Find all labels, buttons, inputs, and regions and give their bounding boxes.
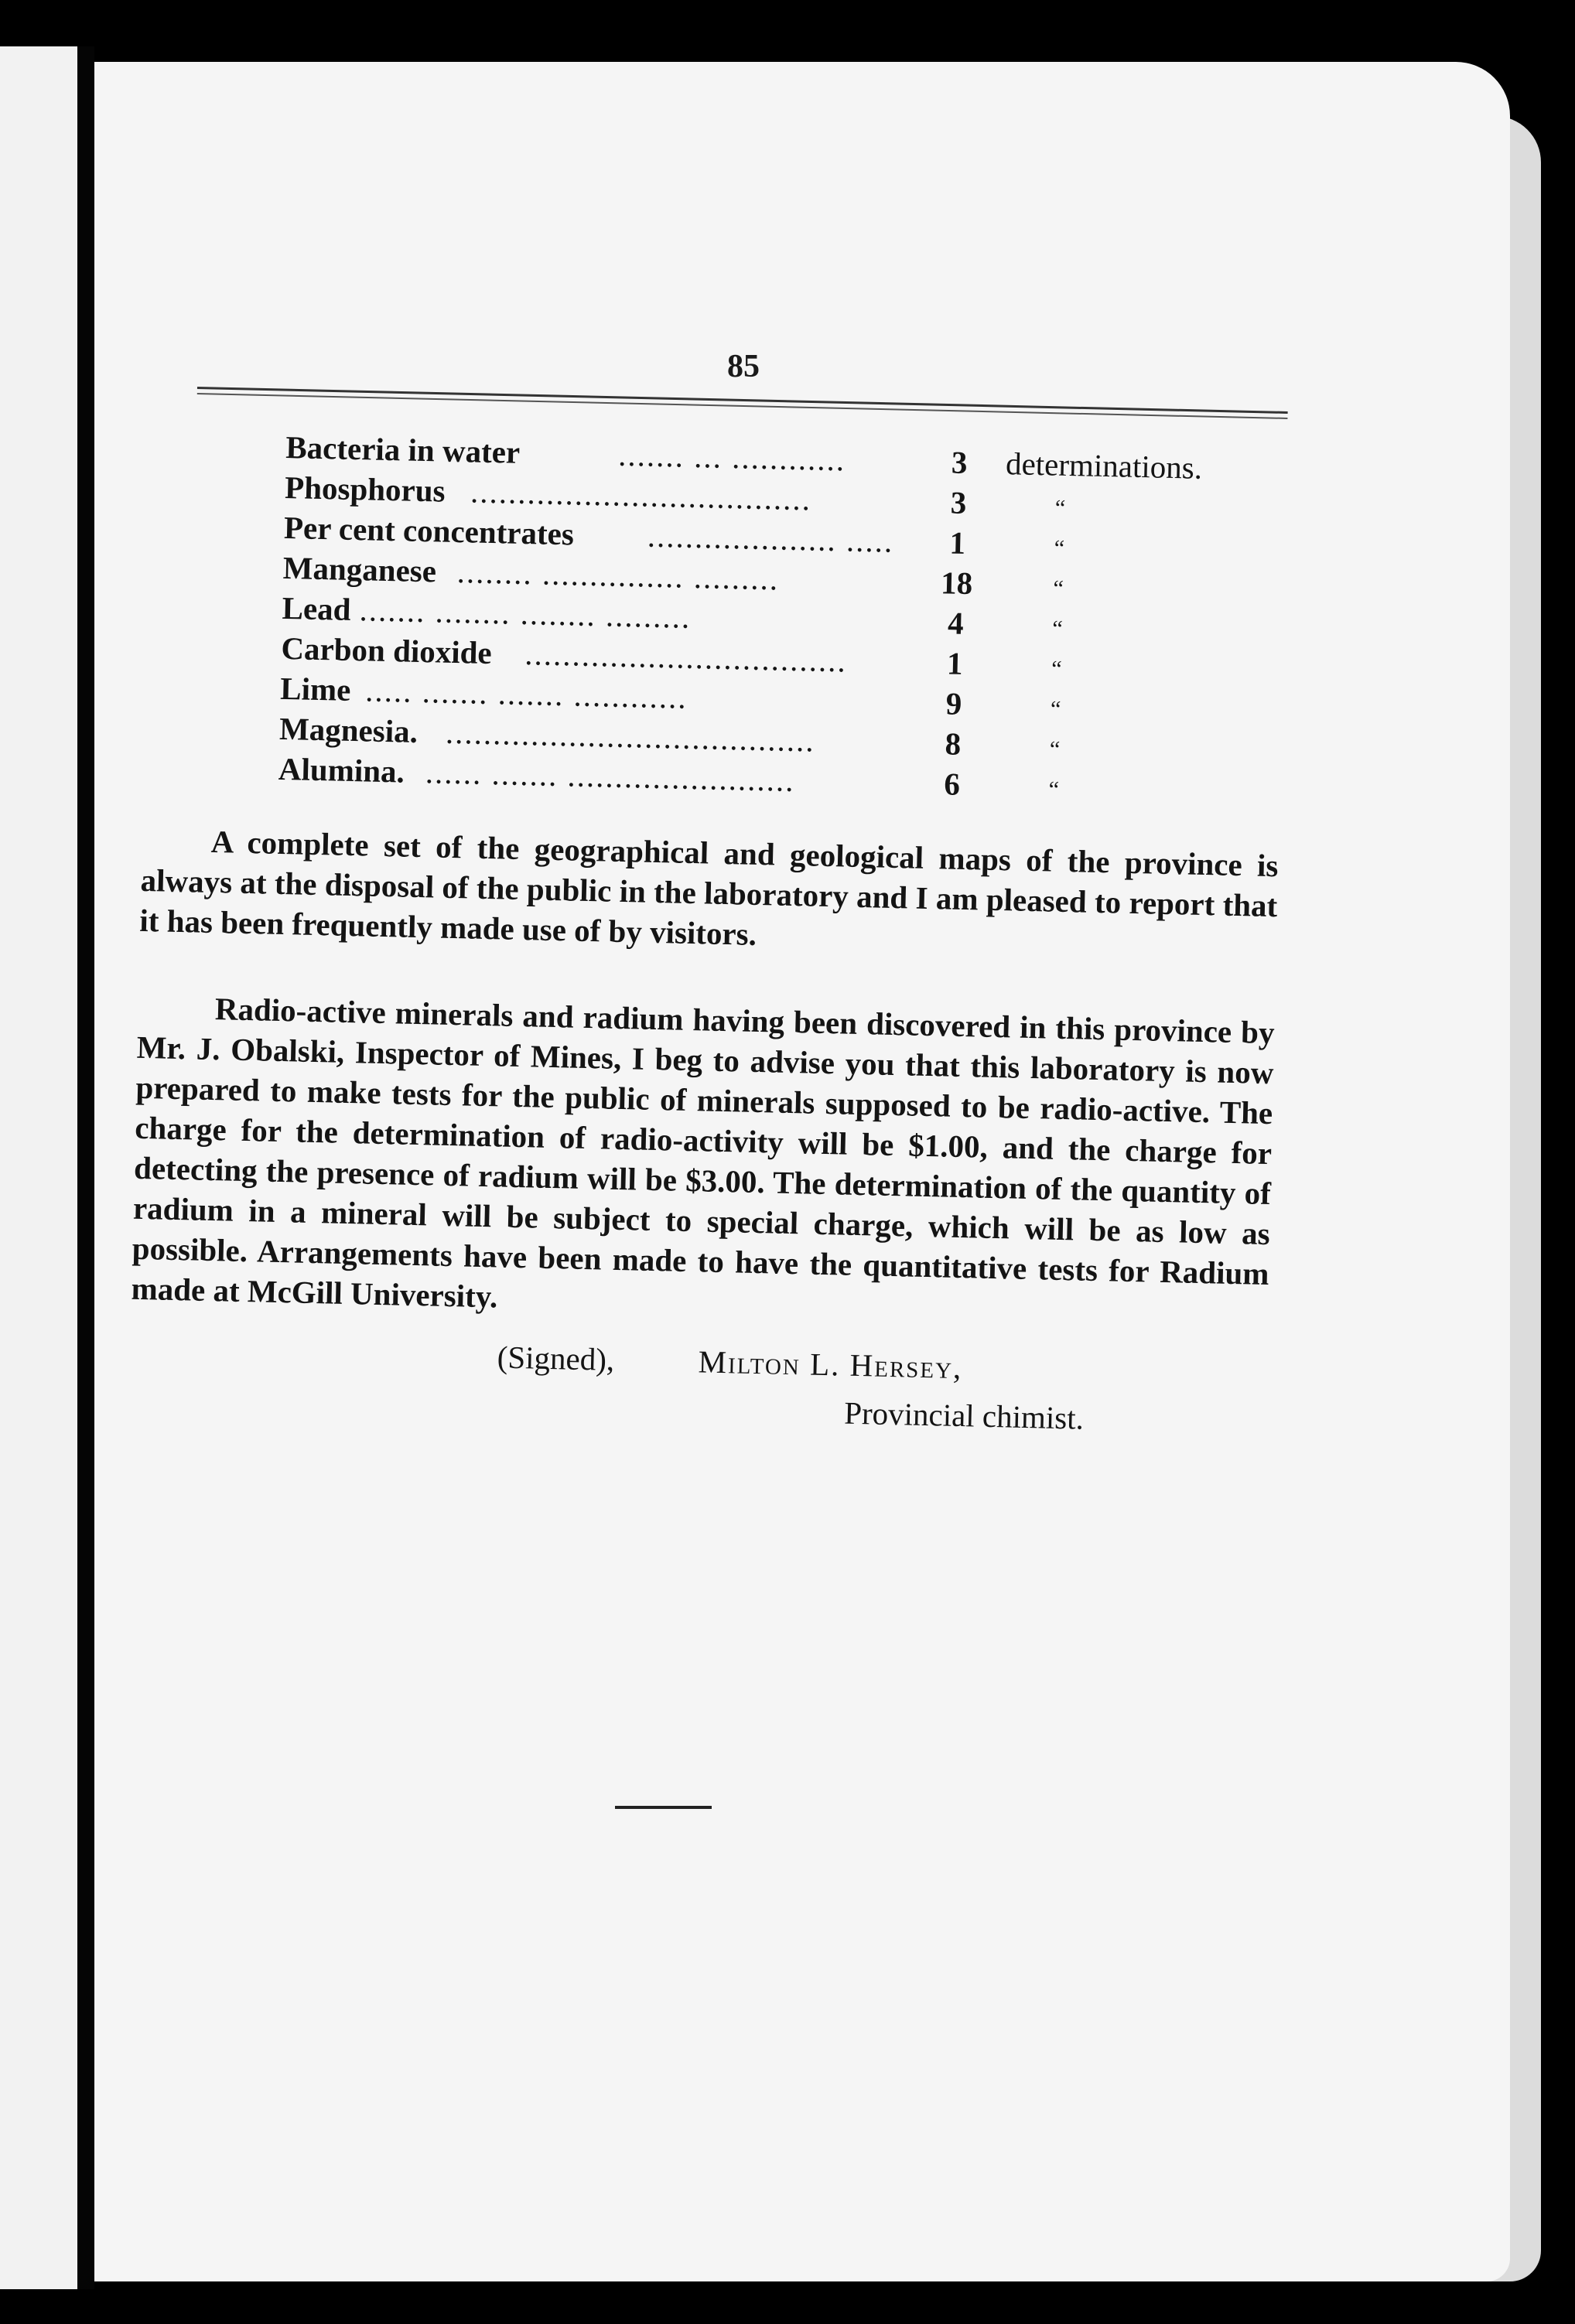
dot-leader: .................... .....: [647, 517, 894, 559]
ditto-mark: “: [1051, 616, 1064, 642]
row-count: 1: [946, 645, 964, 681]
signed-label: (Signed),: [497, 1339, 615, 1377]
row-label: Lead: [282, 589, 352, 627]
row-count: 6: [943, 766, 961, 802]
row-label: Alumina.: [278, 750, 405, 790]
row-label: Bacteria in water: [285, 428, 521, 470]
row-label: Phosphorus: [284, 469, 446, 509]
signatory-name: Milton L. Hersey,: [698, 1343, 963, 1386]
row-count: 3: [951, 444, 968, 480]
radium-paragraph: Radio-active minerals and radium having been discovered in this province by Mr. J. Obalski, Inspector of Mines, I beg to advise you that this laboratory is now prepared to make tests for the public of minerals supposed to be radio-active. The charge for the determination of radio-activity will be $1.00, and the charge for detecting the presence of radium will be $3.00. The determination of the quantity of radium in a mineral will be subject to special charge, which will be as low as possible. Arrangements have been made to have the quantitative tests for Radium made at McGill University.: [131, 991, 1276, 1315]
ditto-mark: “: [1054, 495, 1066, 521]
dot-leader: ........ ............... .........: [456, 554, 780, 597]
book-gutter: [77, 46, 94, 2289]
ditto-mark: “: [1053, 575, 1064, 602]
maps-paragraph: A complete set of the geographical and geological maps of the province is always at the disposal of the public in the laboratory and I am pleased to report that it has been frequently made use of by visitors.: [138, 823, 1279, 952]
row-count: 4: [947, 605, 965, 641]
page-number: 85: [727, 349, 760, 384]
ditto-mark: “: [1051, 656, 1062, 682]
row-label: Lime: [279, 670, 351, 708]
row-label: Per cent concentrates: [283, 509, 575, 552]
row-unit: determinations.: [1005, 445, 1203, 486]
row-count: 1: [949, 524, 966, 561]
page-content: [128, 425, 1287, 1464]
ditto-mark: “: [1049, 736, 1061, 763]
dot-leader: ...... ....... ........................: [425, 754, 796, 799]
row-count: 9: [945, 685, 962, 722]
row-count: 3: [950, 484, 967, 520]
dot-leader: ..................................: [524, 636, 848, 679]
signatory-title: Provincial chimist.: [843, 1394, 1085, 1436]
dot-leader: ....... ........ ........ .........: [359, 592, 692, 635]
row-label: Carbon dioxide: [280, 630, 493, 671]
dot-leader: .......................................: [445, 714, 816, 759]
row-label: Manganese: [282, 549, 437, 589]
dot-leader: ....... ... ............: [617, 436, 846, 478]
row-label: Magnesia.: [278, 710, 419, 749]
determinations-table: [278, 428, 1287, 813]
ditto-mark: “: [1054, 535, 1065, 561]
dot-leader: ..... ....... ....... ............: [364, 672, 688, 715]
left-page-edge: [0, 46, 77, 2289]
row-count: 8: [945, 725, 962, 762]
dot-leader: ....................................: [470, 473, 812, 517]
ditto-mark: “: [1048, 776, 1060, 803]
row-count: 18: [940, 565, 973, 602]
end-rule: [615, 1806, 712, 1809]
ditto-mark: “: [1050, 696, 1061, 722]
